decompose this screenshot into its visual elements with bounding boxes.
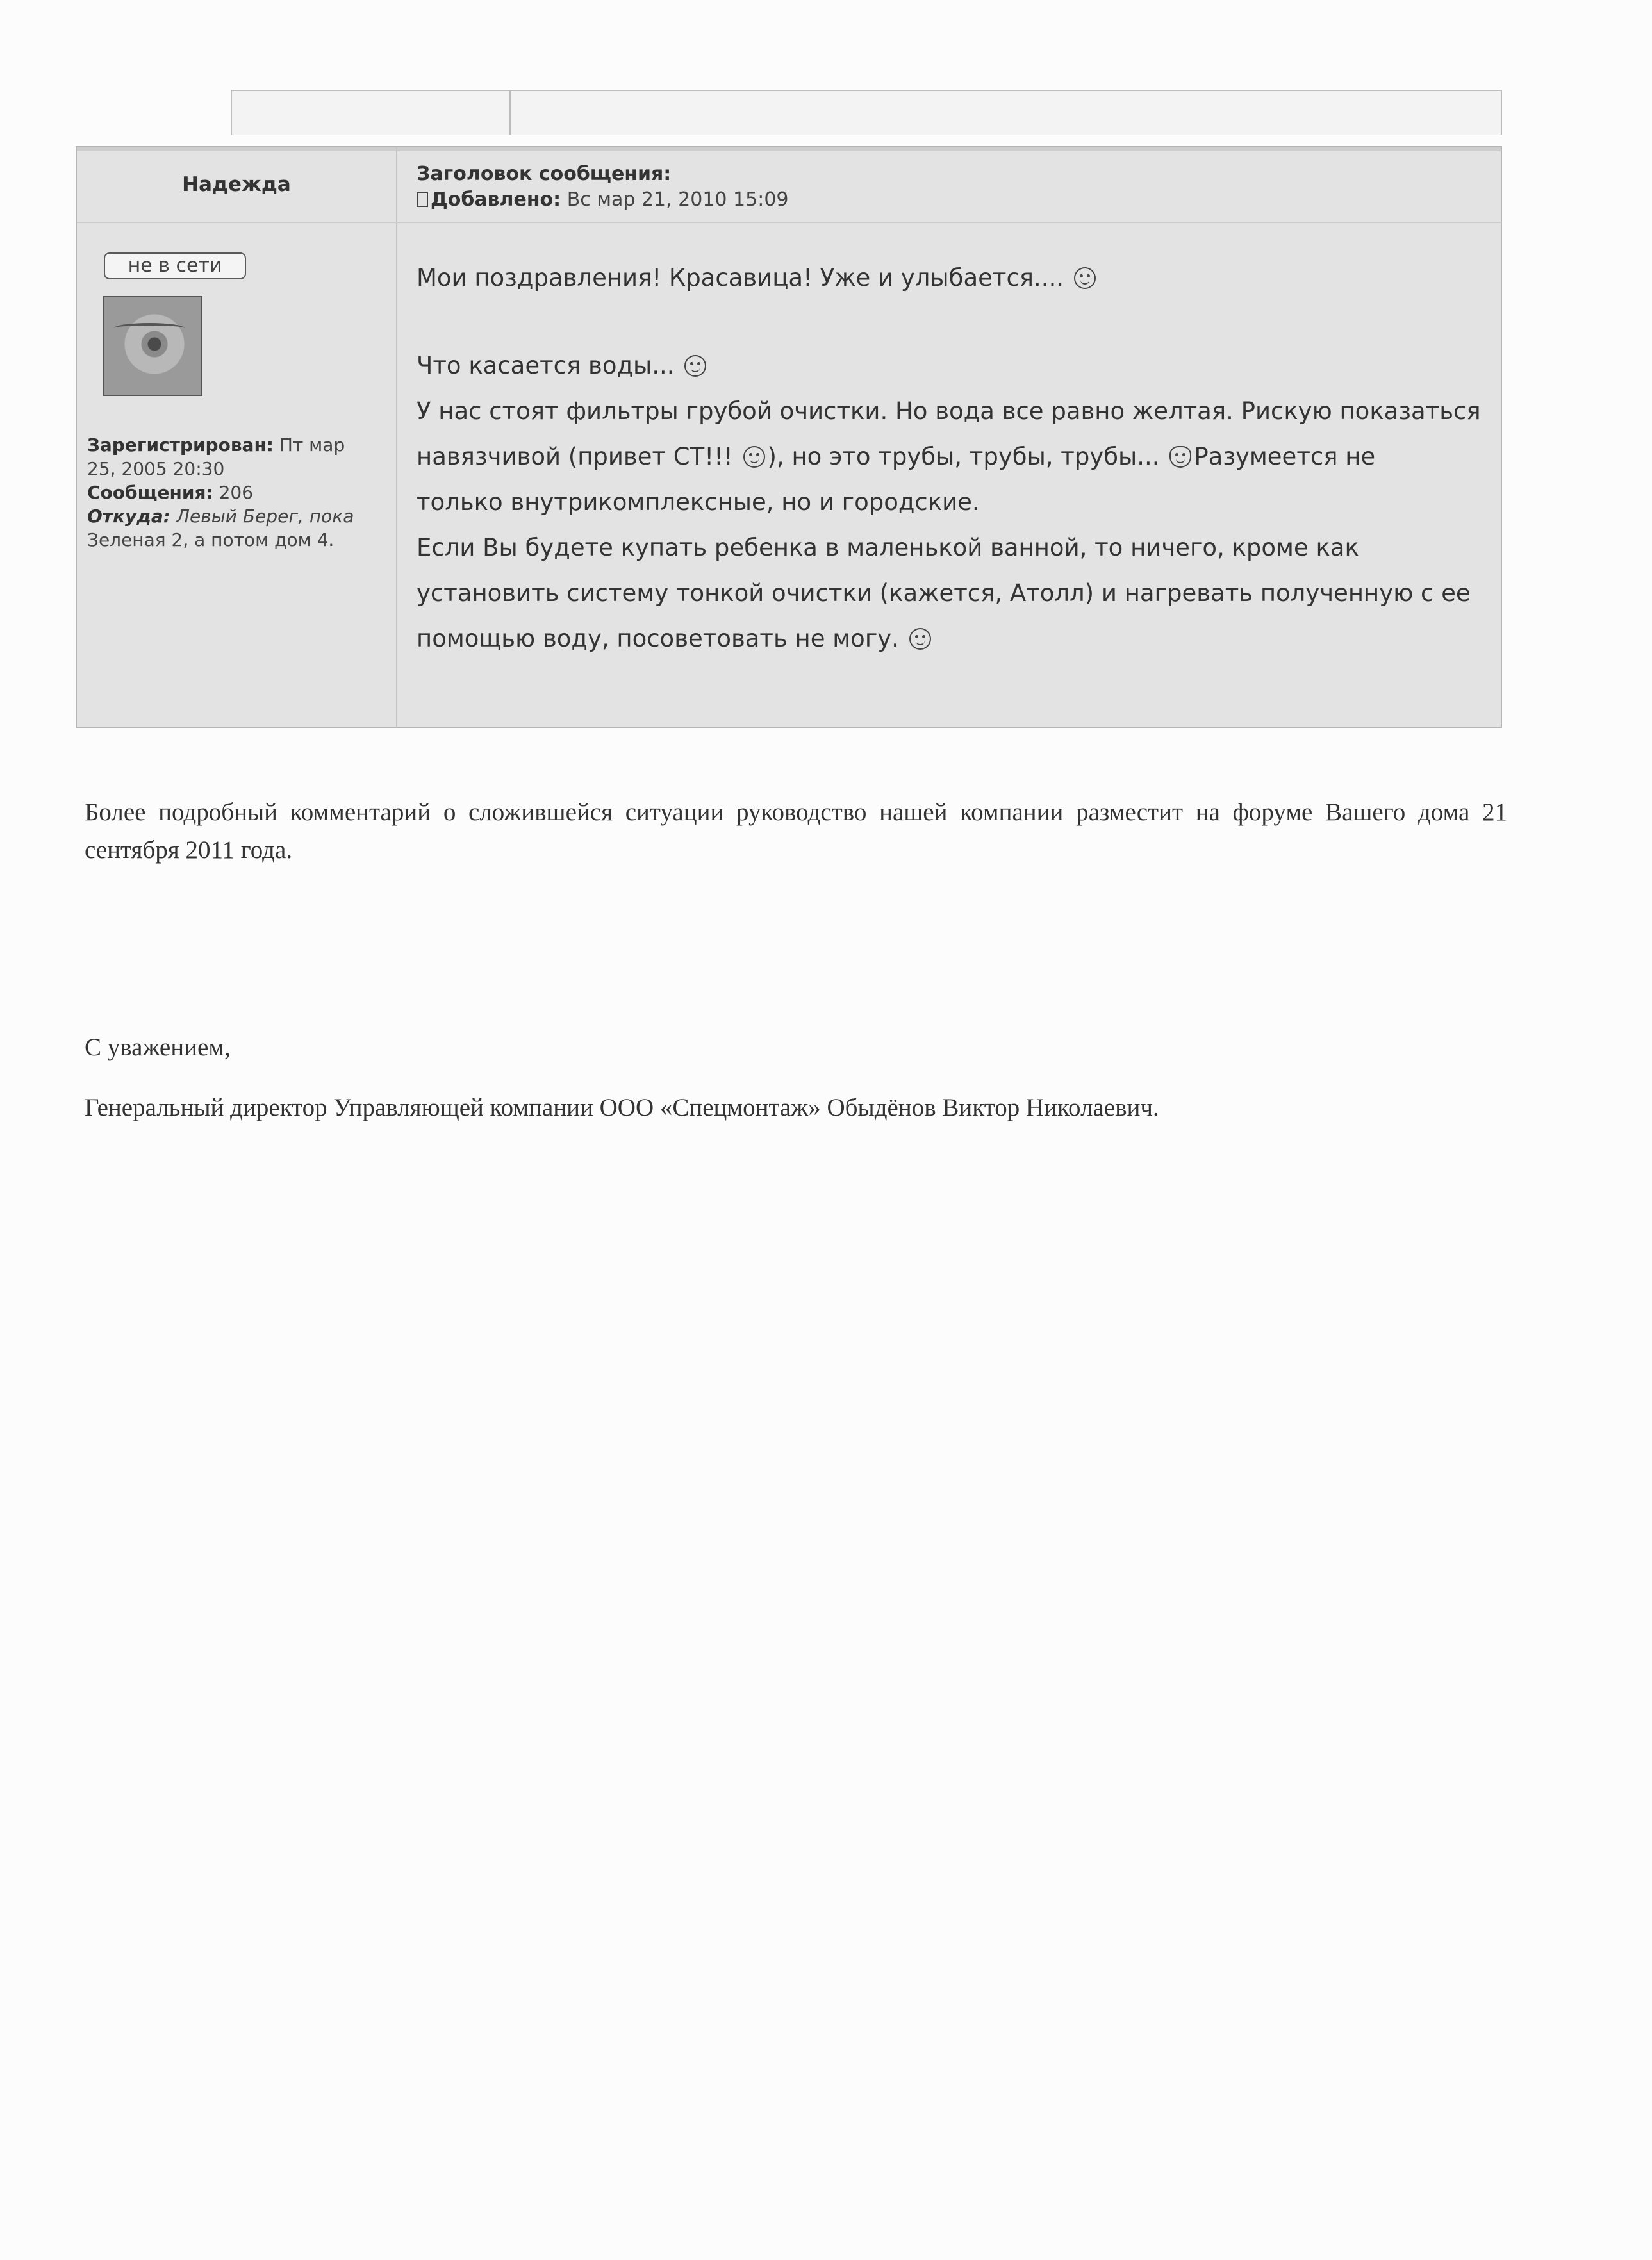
posted-value: Вс мар 21, 2010 15:09 <box>566 188 789 211</box>
registered-line-1 <box>87 433 388 457</box>
smile-icon <box>1074 267 1096 289</box>
posted-label: Добавлено: <box>431 188 561 211</box>
registered-value-2: 25, 2005 20:30 <box>87 458 225 479</box>
post-text: Разумеется не <box>1194 443 1376 470</box>
post-text: Что касается воды... <box>417 352 675 379</box>
forum-post-table <box>76 146 1502 728</box>
post-line-6: Если Вы будете купать ребенка в маленькой ванной, то ничего, кроме как <box>417 534 1359 561</box>
post-line-4 <box>417 434 1487 479</box>
post-text: Мои поздравления! Красавица! Уже и улыбается.... <box>417 264 1064 292</box>
posts-label: Сообщения: <box>87 482 213 503</box>
author-profile <box>87 433 388 552</box>
devil-smiley-icon <box>1169 446 1191 468</box>
smile-icon <box>684 355 706 377</box>
column-divider <box>396 147 397 727</box>
from-label: Откуда: <box>87 506 170 527</box>
letter-closing: С уважением, <box>85 1034 231 1061</box>
smile-icon <box>743 446 765 468</box>
registered-label: Зарегистрирован: <box>87 434 274 456</box>
posted-info <box>417 188 789 211</box>
post-body <box>417 255 1487 661</box>
post-line-1 <box>417 255 1487 301</box>
online-status-button[interactable]: не в сети <box>104 252 246 279</box>
letter-paragraph: Более подробный комментарий о сложившейся ситуации руководство нашей компании разместит на форуме Вашего дома 21 сентября 2011 года. <box>85 798 1507 864</box>
from-line-1 <box>87 504 388 528</box>
registered-value-1: Пт мар <box>279 434 345 456</box>
subject-label: Заголовок сообщения: <box>417 163 672 185</box>
tab-divider <box>509 91 511 135</box>
post-text: ), но это трубы, трубы, трубы... <box>767 443 1160 470</box>
forum-tabs-row <box>231 90 1502 135</box>
idea-smiley-icon <box>909 628 931 650</box>
letter-signature: Генеральный директор Управляющей компании ООО «Спецмонтаж» Обыдёнов Виктор Николаевич. <box>85 1094 1159 1121</box>
post-text: помощью воду, посоветовать не могу. <box>417 625 899 652</box>
posts-value: 206 <box>219 482 254 503</box>
post-text: навязчивой (привет СТ!!! <box>417 443 733 470</box>
forum-post-screenshot <box>76 90 1502 728</box>
author-name[interactable]: Надежда <box>182 173 291 196</box>
from-value-2: Зеленая 2, а потом дом 4. <box>87 529 335 550</box>
post-icon[interactable] <box>417 192 428 207</box>
from-value-1: Левый Берег, пока <box>176 506 354 527</box>
post-line-3: У нас стоят фильтры грубой очистки. Но вода все равно желтая. Рискую показаться <box>417 397 1481 425</box>
post-line-5: только внутрикомплексные, но и городские. <box>417 488 980 516</box>
avatar <box>103 296 202 396</box>
post-line-2 <box>417 343 1487 388</box>
post-line-7: установить систему тонкой очистки (кажется, Атолл) и нагревать полученную с ее <box>417 579 1471 607</box>
post-line-8 <box>417 616 1487 661</box>
header-divider <box>77 222 1501 223</box>
posts-line <box>87 481 388 504</box>
